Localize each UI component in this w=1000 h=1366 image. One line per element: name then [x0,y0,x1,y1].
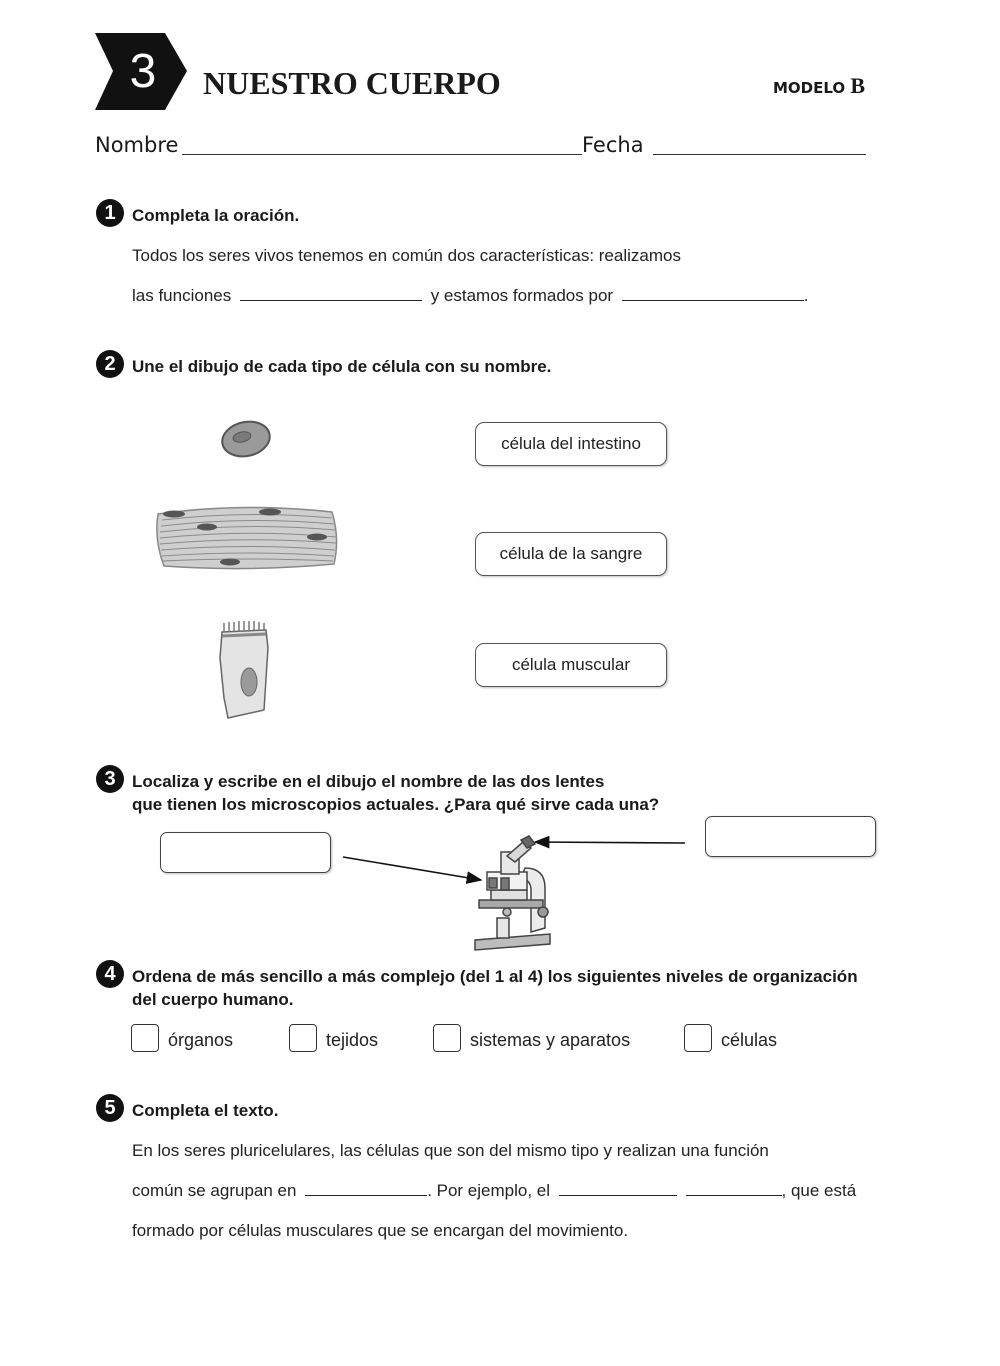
name-label: Nombre [95,133,179,157]
option-sistemas: sistemas y aparatos [470,1030,631,1050]
exercise-5-line-1: En los seres pluricelulares, las células que son del mismo tipo y realizan una función [132,1141,769,1160]
exercise-5-blank-2[interactable] [559,1179,677,1196]
exercise-5-blank-1[interactable] [305,1179,427,1196]
exercise-5-line-3: formado por células musculares que se encargan del movimiento. [132,1221,629,1240]
name-field[interactable] [182,154,582,155]
exercise-1-line-2 [132,284,809,307]
microscope-diagram [335,828,695,958]
exercise-1-number: 1 [96,199,124,227]
exercise-1-blank-2[interactable] [622,284,804,301]
objective-lens-answer-box[interactable] [160,832,331,873]
option-tejidos: tejidos [326,1030,379,1050]
page-title: NUESTRO CUERPO [203,65,501,101]
exercise-2-instruction: Une el dibujo de cada tipo de célula con su nombre. [132,357,552,376]
exercise-5-line-2 [132,1179,856,1202]
exercise-5-text-c: , que está [781,1181,857,1200]
microscope-icon [475,836,550,950]
intestine-cell-image[interactable] [212,618,276,722]
exercise-3-instruction-1: Localiza y escribe en el dibujo el nombre de las dos lentes [132,772,605,791]
exercise-1-instruction: Completa la oración. [132,206,300,225]
exercise-1-text-b: y estamos formados por [430,286,614,305]
exercise-3-instruction-2: que tienen los microscopios actuales. ¿Para qué sirve cada una? [132,795,660,814]
model-text: MODELO [773,79,846,97]
exercise-5-text-a: común se agrupan en [132,1181,297,1200]
exercise-1-blank-1[interactable] [240,284,422,301]
exercise-5-text-b: . Por ejemplo, el [427,1181,551,1200]
option-celulas: células [721,1030,778,1050]
exercise-3-number: 3 [96,765,124,793]
exercise-1-line-1: Todos los seres vivos tenemos en común dos características: realizamos [132,246,681,265]
order-box-organos[interactable] [131,1024,159,1052]
model-letter: B [850,73,866,98]
label-blood-cell[interactable]: célula de la sangre [475,532,667,576]
date-field[interactable] [653,154,866,155]
exercise-5-blank-3[interactable] [686,1179,782,1196]
muscle-cell-image[interactable] [152,502,342,574]
model-label [773,72,865,102]
exercise-4-instruction-2: del cuerpo humano. [132,990,294,1009]
order-box-celulas[interactable] [684,1024,712,1052]
label-muscle-cell[interactable]: célula muscular [475,643,667,687]
blood-cell-image[interactable] [218,418,274,460]
arrow-to-eyepiece [535,842,685,843]
exercise-2-number: 2 [96,350,124,378]
exercise-5-number: 5 [96,1094,124,1122]
order-box-tejidos[interactable] [289,1024,317,1052]
unit-number: 3 [129,45,157,98]
exercise-4-number: 4 [96,960,124,988]
date-label: Fecha [582,133,644,157]
exercise-5-instruction: Completa el texto. [132,1101,279,1120]
label-intestine-cell[interactable]: célula del intestino [475,422,667,466]
exercise-4-instruction-1: Ordena de más sencillo a más complejo (del 1 al 4) los siguientes niveles de organización [132,967,858,986]
eyepiece-lens-answer-box[interactable] [705,816,876,857]
exercise-1-text-a: las funciones [132,286,232,305]
exercise-1-text-c: . [803,286,809,305]
option-organos: órganos [168,1030,234,1050]
order-box-sistemas[interactable] [433,1024,461,1052]
arrow-to-objective [343,857,481,880]
